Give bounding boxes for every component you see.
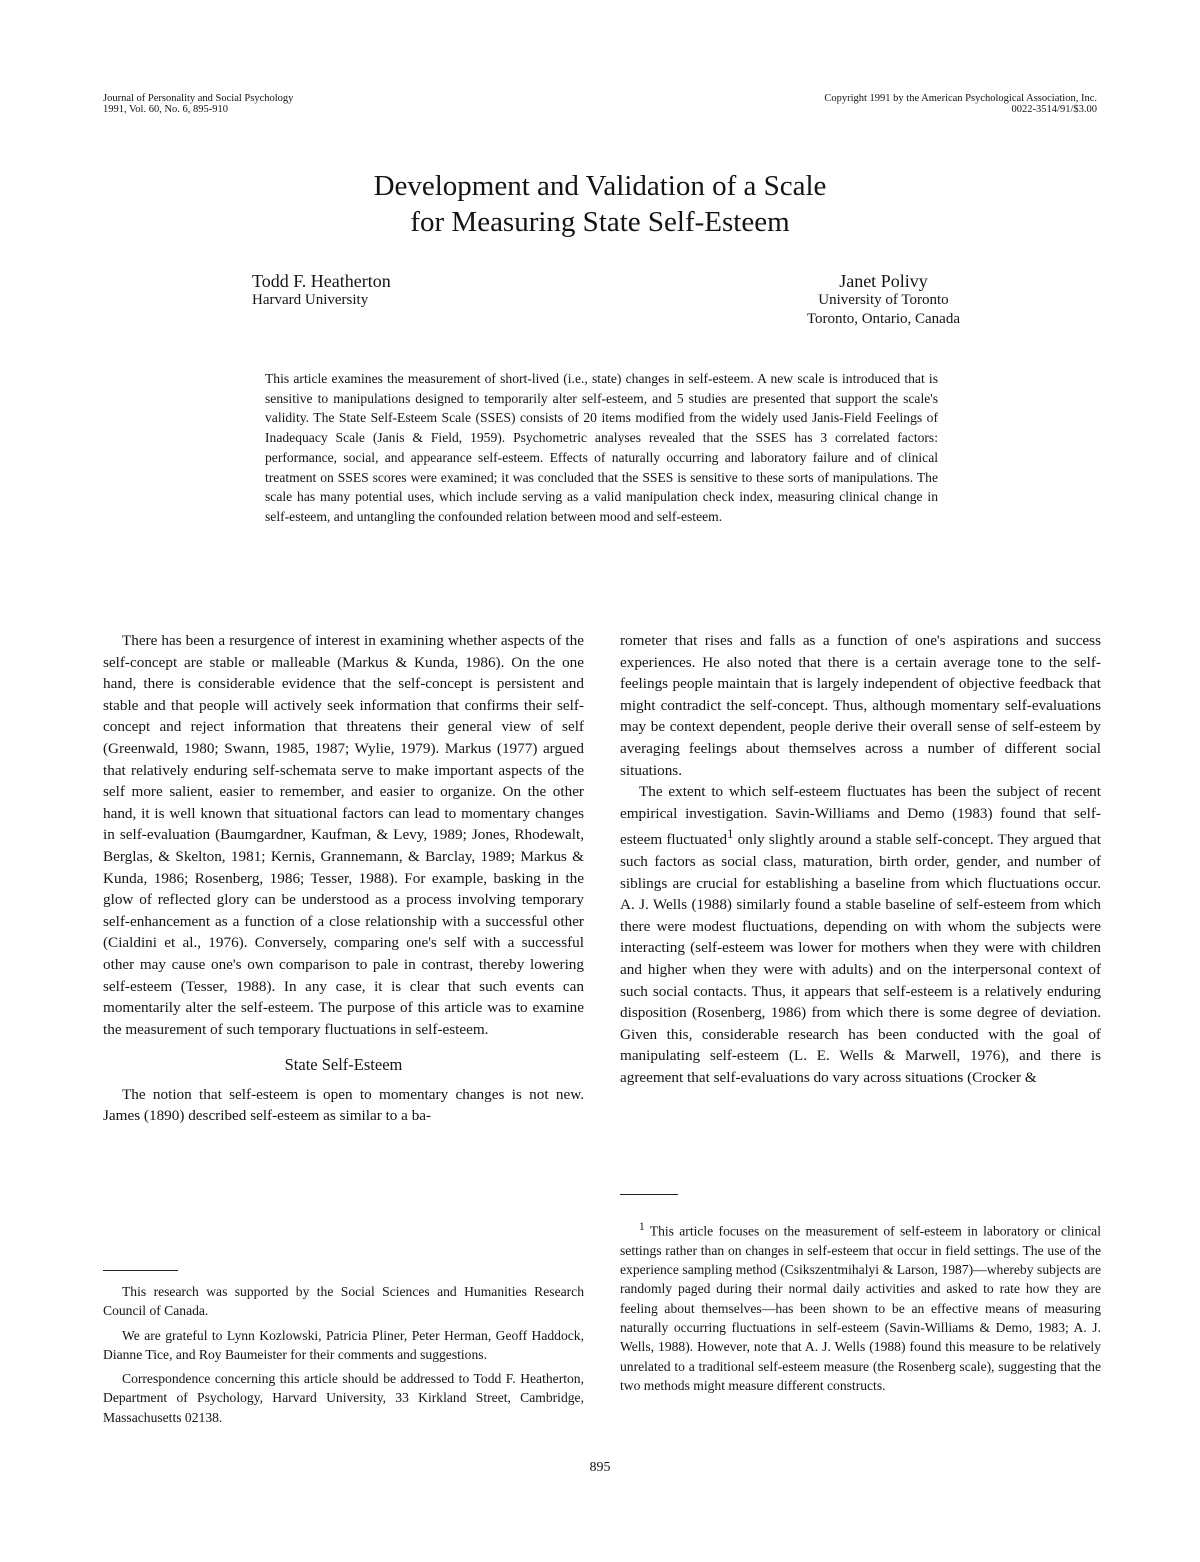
author-affiliation: Harvard University <box>252 292 369 308</box>
journal-header <box>103 93 293 115</box>
author-location: Toronto, Ontario, Canada <box>806 311 960 327</box>
body-paragraph <box>620 781 1101 1088</box>
page-number: 895 <box>589 1460 611 1475</box>
body-column-left <box>103 630 584 1127</box>
paragraph-text: only slightly around a stable self-concept. They argued that such factors as social class, maturation, birth order, gender, and number of siblings are crucial for establishing a baseline from which fluctuations occur. A. J. Wells (1988) similarly found a stable baseline of self-esteem from which there were modest fluctuations, depending on with whom the subjects were interacting (self-esteem was lower for mothers when they were with children and higher when they were with adults) and on the interpersonal context of such social contacts. Thus, it appears that self-esteem is a relatively enduring disposition (Rosenberg, 1986) from which there is some degree of deviation. Given this, considerable research has been conducted with the goal of manipulating self-esteem (L. E. Wells & Marwell, 1976), and there is agreement that self-evaluations do vary across situations (Crocker & <box>620 831 1102 1086</box>
footnote-marker: 1 <box>639 1221 645 1233</box>
author-block-1 <box>252 271 391 310</box>
issn-code: 0022-3514/91/$3.00 <box>1011 104 1097 115</box>
journal-volume: 1991, Vol. 60, No. 6, 895-910 <box>103 104 229 115</box>
journal-name: Journal of Personality and Social Psychology <box>103 93 294 104</box>
correspondence-note: Correspondence concerning this article should be addressed to Todd F. Heatherton, Department of Psychology, Harvard University, 33 Kirkland Street, Cambridge, Massachusetts 02138. <box>103 1371 584 1425</box>
author-block-2 <box>807 271 960 329</box>
author-name: Todd F. Heatherton <box>252 271 391 291</box>
title-line-2: for Measuring State Self-Esteem <box>410 206 790 238</box>
body-paragraph: rometer that rises and falls as a function of one's aspirations and success experiences. He also noted that there is a certain average tone to the self-feelings people maintain that is largely independent of objective feedback that might contradict the self-concept. Thus, although momentary self-evaluations may be context dependent, people derive their overall sense of self-esteem by averaging feelings about themselves across a number of different social situations. <box>620 632 1101 779</box>
paragraph-text: The extent to which self-esteem fluctuates has been the subject of recent empirical investigation. Savin-Williams and Demo (1983) found that self-esteem fluctuated <box>620 783 1101 849</box>
abstract: This article examines the measurement of short-lived (i.e., state) changes in self-esteem. A new scale is introduced that is sensitive to manipulations designed to temporarily alter self-esteem, and 5 studies are presented that support the scale's validity. The State Self-Esteem Scale (SSES) consists of 20 items modified from the widely used Janis-Field Feelings of Inadequacy Scale (Janis & Field, 1959). Psychometric analyses revealed that the SSES has 3 correlated factors: performance, social, and appearance self-esteem. Effects of naturally occurring and laboratory failure and of clinical treatment on SSES scores were examined; it was concluded that the SSES is sensitive to these sorts of manipulations. The scale has many potential uses, which include serving as a valid manipulation check index, measuring clinical change in self-esteem, and untangling the confounded relation between mood and self-esteem. <box>265 371 938 524</box>
copyright-header <box>824 93 1097 115</box>
author-name: Janet Polivy <box>839 271 928 291</box>
thanks-note: We are grateful to Lynn Kozlowski, Patricia Pliner, Peter Herman, Geoff Haddock, Dianne Tice, and Roy Baumeister for their comments and suggestions. <box>103 1327 584 1362</box>
author-note <box>103 1282 584 1432</box>
copyright-notice: Copyright 1991 by the American Psychological Association, Inc. <box>824 93 1097 104</box>
footnote <box>620 1218 1101 1395</box>
funding-note: This research was supported by the Social Sciences and Humanities Research Council of Canada. <box>103 1284 584 1319</box>
footnote-marker: 1 <box>727 827 734 842</box>
title-line-1: Development and Validation of a Scale <box>373 170 827 202</box>
section-heading: State Self-Esteem <box>284 1055 403 1075</box>
footnote-text <box>620 1218 1101 1395</box>
author-affiliation: University of Toronto <box>818 292 949 308</box>
body-paragraph: The notion that self-esteem is open to momentary changes is not new. James (1890) described self-esteem as similar to a ba- <box>103 1085 584 1125</box>
footnote-divider <box>103 1270 178 1271</box>
article-title <box>0 168 1200 240</box>
footnote-body: This article focuses on the measurement of self-esteem in laboratory or clinical settings rather than on changes in self-esteem that occur in field settings. The use of the experience sampling method (Csikszentmihalyi & Larson, 1987)—whereby subjects are randomly paged during their normal daily activities and asked to rate how they are feeling about themselves—has been shown to be an effective means of measuring naturally occurring fluctuations in self-esteem (Savin-Williams & Demo, 1983; A. J. Wells, 1988). However, note that A. J. Wells (1988) found this measure to be relatively unrelated to a traditional self-esteem measure (the Rosenberg scale), suggesting that the two methods might measure different constructs. <box>620 1223 1101 1393</box>
footnote-divider <box>620 1194 678 1195</box>
body-column-right <box>620 630 1101 1089</box>
body-paragraph: There has been a resurgence of interest in examining whether aspects of the self-concept are stable or malleable (Markus & Kunda, 1986). On the one hand, there is considerable evidence that the self-concept is persistent and stable and that people will actively seek information that confirms their self-concept and reject information that threatens their general view of self (Greenwald, 1980; Swann, 1985, 1987; Wylie, 1979). Markus (1977) argued that relatively enduring self-schemata serve to make important aspects of the self more salient, easier to remember, and easier to organize. On the other hand, it is well known that situational factors can lead to momentary changes in self-evaluation (Baumgardner, Kaufman, & Levy, 1989; Jones, Rhodewalt, Berglas, & Skelton, 1981; Kernis, Grannemann, & Barclay, 1989; Markus & Kunda, 1986; Rosenberg, 1986; Tesser, 1988). For example, basking in the glow of reflected glory can be understood as a process involving temporary self-enhancement as a function of a close relationship with a successful other (Cialdini et al., 1976). Conversely, comparing one's self with a successful other may cause one's own comparison to pale in contrast, thereby lowering self-esteem (Tesser, 1988). In any case, it is clear that such events can momentarily alter the self-esteem. The purpose of this article was to examine the measurement of such temporary fluctuations in self-esteem. <box>103 632 584 1038</box>
